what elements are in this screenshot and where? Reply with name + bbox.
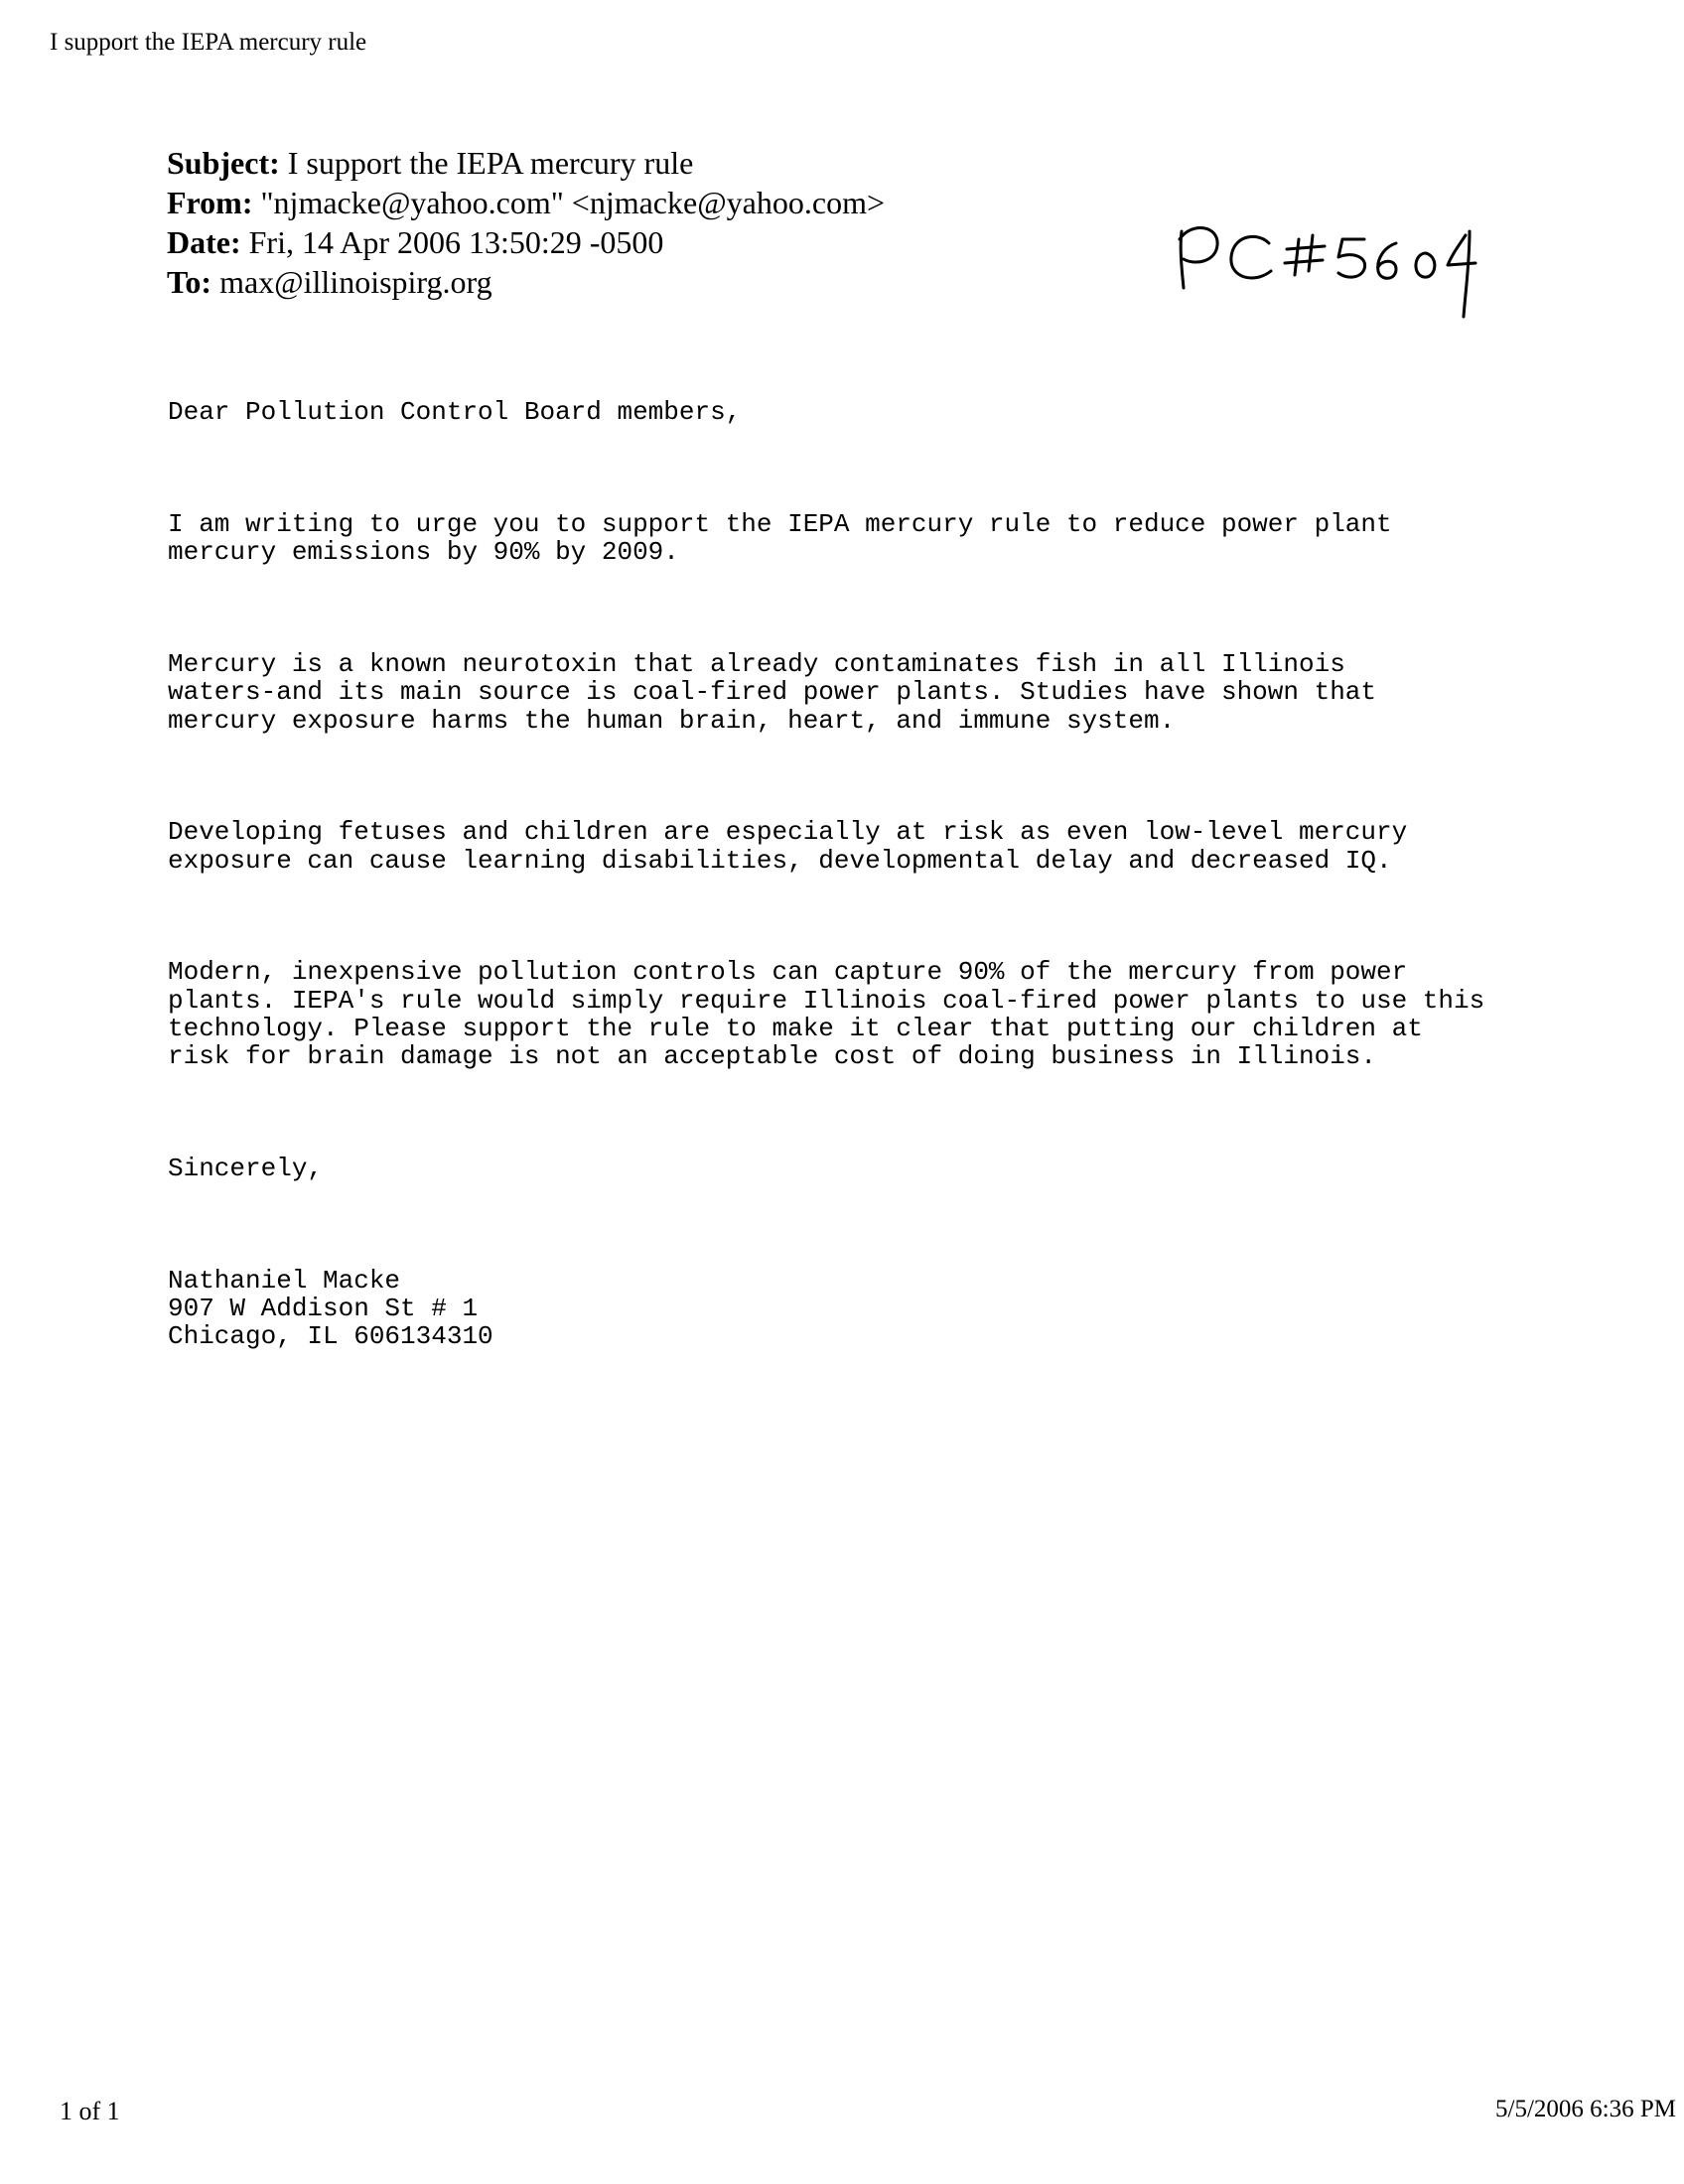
date-label: Date: bbox=[167, 224, 241, 260]
email-body bbox=[168, 342, 1657, 1407]
page-number: 1 of 1 bbox=[60, 2097, 120, 2125]
subject-value: I support the IEPA mercury rule bbox=[287, 145, 694, 181]
print-timestamp: 5/5/2006 6:36 PM bbox=[1495, 2096, 1676, 2122]
date-row bbox=[167, 222, 885, 262]
body-paragraph-1: I am writing to urge you to support the IEPA mercury rule to reduce power plant mercury emissions by 90% by 2009. bbox=[168, 509, 1392, 568]
subject-label: Subject: bbox=[167, 145, 280, 181]
to-value: max@illinoispirg.org bbox=[219, 264, 492, 300]
subject-row bbox=[167, 143, 885, 183]
to-label: To: bbox=[167, 264, 212, 300]
date-value: Fri, 14 Apr 2006 13:50:29 -0500 bbox=[248, 224, 664, 260]
from-label: From: bbox=[167, 185, 253, 220]
greeting-text: Dear Pollution Control Board members, bbox=[168, 397, 742, 428]
body-paragraph-2: Mercury is a known neurotoxin that already contaminates fish in all Illinois waters-and its main source is coal-fired power plants. Studies have shown that mercury exposure harms the human brain, heart, and immune system. bbox=[168, 649, 1376, 736]
handwritten-pc-number-stamp bbox=[1172, 213, 1489, 323]
from-value: "njmacke@yahoo.com" <njmacke@yahoo.com> bbox=[260, 185, 886, 220]
to-row bbox=[167, 262, 885, 302]
handwritten-stamp-drawing bbox=[1172, 213, 1489, 323]
closing-text: Sincerely, bbox=[168, 1153, 324, 1183]
print-header-title: I support the IEPA mercury rule bbox=[50, 29, 367, 56]
signature-block: Nathaniel Macke 907 W Addison St # 1 Chicago, IL 606134310 bbox=[168, 1265, 493, 1352]
email-headers bbox=[167, 143, 885, 302]
body-paragraph-3: Developing fetuses and children are especially at risk as even low-level mercury exposure can cause learning disabilities, developmental delay and decreased IQ. bbox=[168, 817, 1408, 876]
from-row bbox=[167, 183, 885, 222]
body-paragraph-4: Modern, inexpensive pollution controls can capture 90% of the mercury from power plants. IEPA's rule would simply require Illinois coal-fired power plants to use this technology. Please support the rule to make it clear that putting our children at risk for brain damage is not an acceptable cost of doing business in Illinois. bbox=[168, 957, 1485, 1072]
